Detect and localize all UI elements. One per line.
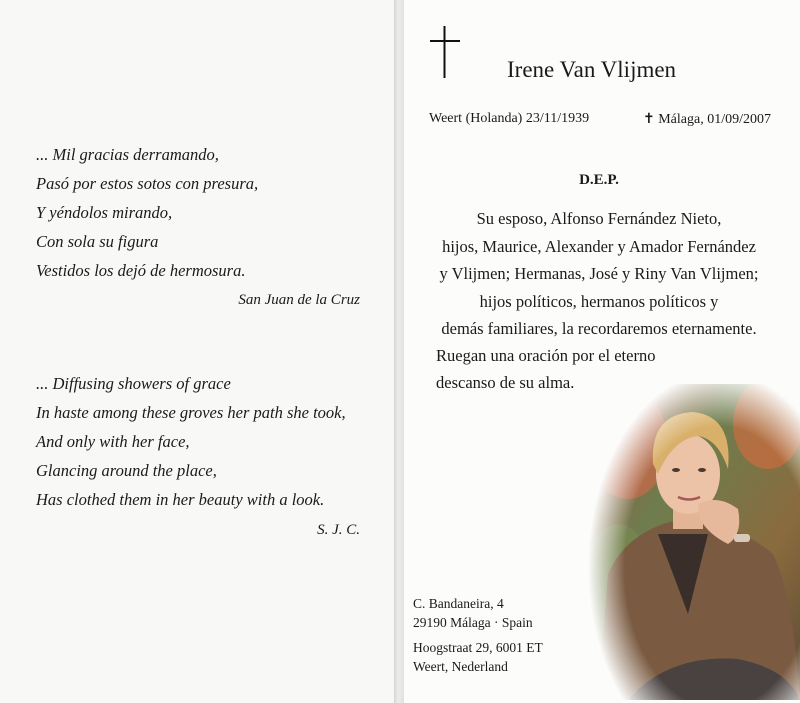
poem-english xyxy=(36,369,346,514)
family-line: Su esposo, Alfonso Fernández Nieto, xyxy=(476,209,722,228)
death-info: ✝ Málaga, 01/09/2007 xyxy=(643,112,771,127)
family-message xyxy=(429,205,769,343)
poem-line: And only with her face, xyxy=(36,432,190,451)
family-line: hijos políticos, hermanos políticos y xyxy=(479,291,719,311)
address-line: Weert, Nederland xyxy=(413,659,508,674)
poem-line: Has clothed them in her beauty with a look. xyxy=(36,490,325,509)
left-panel xyxy=(0,0,394,703)
card-fold xyxy=(394,0,404,703)
poem-line: ... Mil gracias derramando, xyxy=(36,145,219,164)
poem-spanish xyxy=(36,140,258,285)
dep-heading: D.E.P. xyxy=(579,172,619,188)
family-line: demás familiares, la recordaremos eternamente. xyxy=(441,319,757,338)
address-line: 29190 Málaga · Spain xyxy=(413,615,533,630)
poem-spanish-attribution: San Juan de la Cruz xyxy=(238,292,360,308)
address-spain xyxy=(413,594,533,632)
poem-line: In haste among these groves her path she took, xyxy=(36,403,346,422)
cross-icon xyxy=(428,26,462,78)
poem-line: Glancing around the place, xyxy=(36,461,217,480)
prayer-line: Ruegan una oración por el eterno xyxy=(436,346,656,365)
poem-line: Con sola su figura xyxy=(36,232,159,251)
address-line: Hoogstraat 29, 6001 ET xyxy=(413,640,543,655)
address-netherlands xyxy=(413,638,543,676)
family-line: hijos, Maurice, Alexander y Amador Fernández xyxy=(442,236,756,256)
family-line: y Vlijmen; Hermanas, José y Riny Van Vlijmen; xyxy=(439,264,759,283)
prayer-line: descanso de su alma. xyxy=(436,373,575,392)
address-line: C. Bandaneira, 4 xyxy=(413,596,504,611)
poem-line: Pasó por estos sotos con presura, xyxy=(36,174,259,193)
portrait-photo xyxy=(588,384,800,700)
poem-line: ... Diffusing showers of grace xyxy=(36,374,231,393)
birth-info: Weert (Holanda) 23/11/1939 xyxy=(429,111,590,126)
deceased-name: Irene Van Vlijmen xyxy=(507,57,677,82)
poem-line: Vestidos los dejó de hermosura. xyxy=(36,261,246,280)
poem-line: Y yéndolos mirando, xyxy=(36,203,173,222)
poem-english-attribution: S. J. C. xyxy=(317,522,360,538)
